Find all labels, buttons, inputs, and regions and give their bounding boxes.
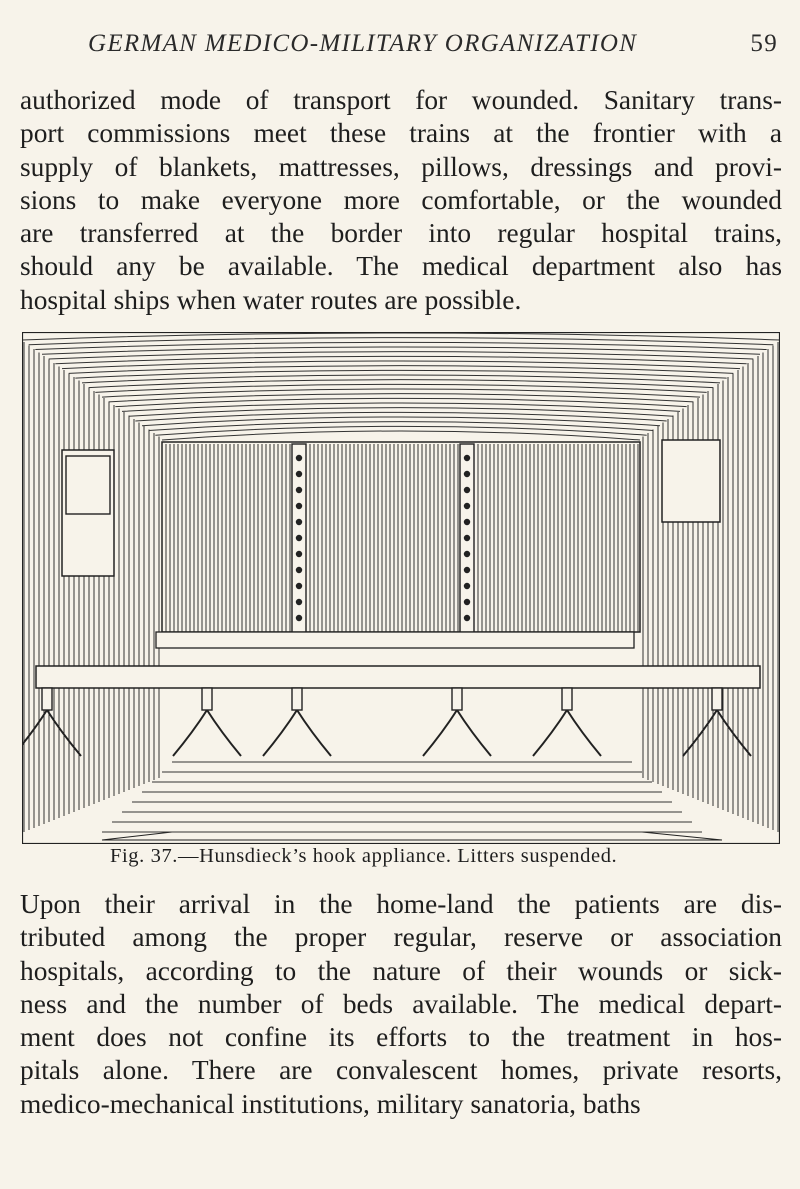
figure-illustration <box>22 332 780 844</box>
body-paragraph-bottom <box>20 888 782 1121</box>
text-line: should any be available. The medical department also has <box>20 251 782 282</box>
text-line: authorized mode of transport for wounded. Sanitary trans- <box>20 85 782 115</box>
text-line: pitals alone. There are convalescent homes, private resorts, <box>20 1055 782 1086</box>
text-line: sions to make everyone more comfortable, or the wounded <box>20 184 782 215</box>
text-line: ness and the number of beds available. The medical depart- <box>20 988 782 1019</box>
text-line: medico-mechanical institutions, military sanatoria, baths <box>20 1088 641 1119</box>
figure-caption: Fig. 37.—Hunsdieck’s hook appliance. Litters suspended. <box>110 845 618 867</box>
running-head <box>88 30 778 64</box>
page-number: 59 <box>750 30 778 57</box>
text-line: hospitals, according to the nature of their wounds or sick- <box>20 955 782 986</box>
running-title: GERMAN MEDICO-MILITARY ORGANIZATION <box>88 30 638 57</box>
text-line: ment does not confine its efforts to the treatment in hos- <box>20 1022 782 1053</box>
text-line: Upon their arrival in the home-land the patients are dis- <box>20 889 782 919</box>
text-line: hospital ships when water routes are possible. <box>20 284 522 315</box>
text-line: tributed among the proper regular, reserve or association <box>20 922 782 953</box>
text-line: port commissions meet these trains at the frontier with a <box>20 118 782 149</box>
text-line: are transferred at the border into regular hospital trains, <box>20 218 782 249</box>
body-paragraph-top <box>20 84 782 317</box>
text-line: supply of blankets, mattresses, pillows, dressings and provi- <box>20 151 782 182</box>
